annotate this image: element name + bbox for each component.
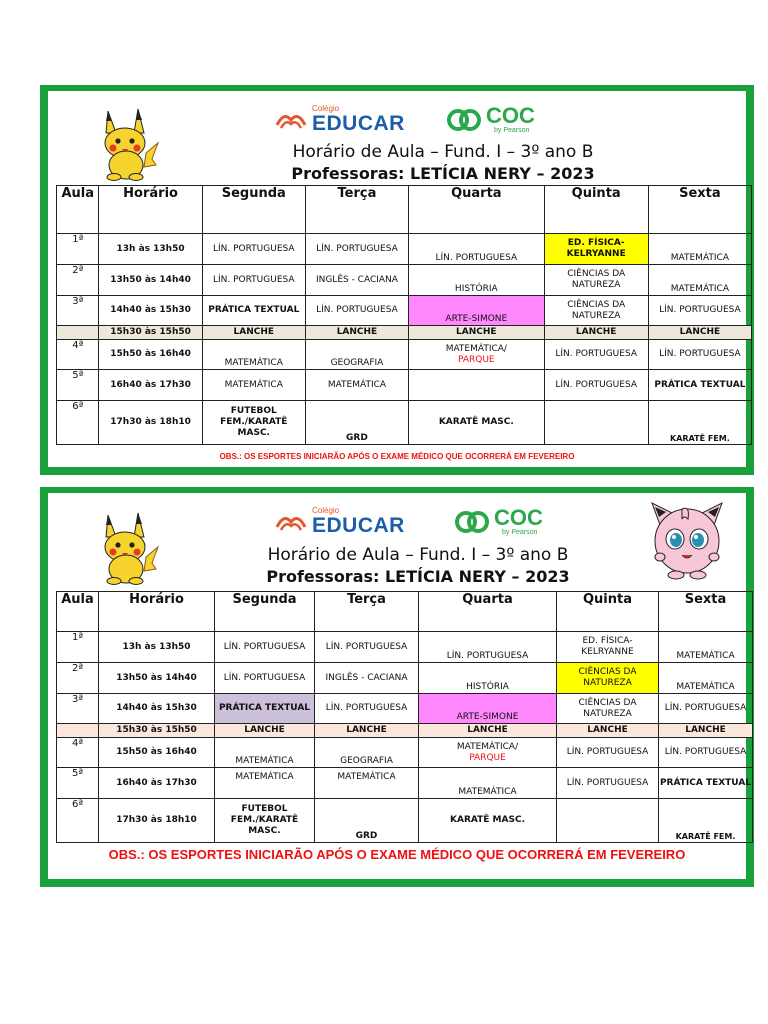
quarta-cell	[409, 340, 545, 370]
quarta-line-2: PARQUE	[458, 354, 495, 365]
quinta-cell: LÍN. PORTUGUESA	[557, 768, 659, 799]
table-row	[57, 694, 753, 724]
header-quarta: Quarta	[409, 186, 545, 234]
time-cell: 15h50 às 16h40	[99, 738, 215, 768]
lanche-cell: LANCHE	[648, 326, 751, 340]
lanche-cell: LANCHE	[202, 326, 305, 340]
terca-cell: GEOGRAFIA	[305, 340, 408, 370]
title-line: Horário de Aula – Fund. I – 3º ano B	[267, 545, 569, 565]
terca-cell: INGLÊS - CACIANA	[305, 265, 408, 296]
lanche-cell: LANCHE	[305, 326, 408, 340]
table-row	[57, 340, 752, 370]
segunda-cell: LÍN. PORTUGUESA	[215, 632, 315, 663]
terca-cell: LÍN. PORTUGUESA	[305, 296, 408, 326]
card-body	[48, 91, 746, 467]
educar-big-text: EDUCAR	[312, 112, 405, 135]
header-horario: Horário	[99, 592, 215, 632]
header-quinta: Quinta	[557, 592, 659, 632]
terca-cell: GRD	[305, 401, 408, 445]
header-segunda: Segunda	[202, 186, 305, 234]
quinta-cell: CIÊNCIAS DA NATUREZA	[544, 265, 648, 296]
sexta-cell: MATEMÁTICA	[659, 663, 753, 694]
aula-cell: 4ª	[57, 340, 99, 370]
quarta-cell: ARTE-SIMONE	[419, 694, 557, 724]
quarta-cell: KARATÊ MASC.	[409, 401, 545, 445]
table-row	[57, 401, 752, 445]
aula-cell: 6ª	[57, 799, 99, 843]
pikachu-image	[88, 103, 162, 183]
coc-logo	[454, 507, 543, 536]
terca-cell: MATEMÁTICA	[315, 768, 419, 799]
card-body	[48, 493, 752, 879]
header-quinta: Quinta	[544, 186, 648, 234]
terca-cell: MATEMÁTICA	[305, 370, 408, 401]
educar-small-text: Colégio	[312, 506, 340, 515]
sexta-cell: MATEMÁTICA	[648, 234, 751, 265]
table-row	[57, 738, 753, 768]
schedule-title	[218, 141, 668, 185]
quinta-cell	[557, 799, 659, 843]
quinta-cell: LÍN. PORTUGUESA	[544, 340, 648, 370]
sexta-cell: PRÁTICA TEXTUAL	[648, 370, 751, 401]
pikachu-image	[88, 507, 162, 587]
lanche-cell: LANCHE	[659, 724, 753, 738]
quarta-cell: HISTÓRIA	[419, 663, 557, 694]
teachers-line: Professoras: LETÍCIA NERY – 2023	[266, 567, 570, 586]
table-row	[57, 632, 753, 663]
coc-big-text: COC	[486, 103, 535, 128]
obs-note: OBS.: OS ESPORTES INICIARÃO APÓS O EXAME MÉDICO QUE OCORRERÁ EM FEVEREIRO	[219, 452, 575, 461]
quarta-cell	[409, 370, 545, 401]
segunda-cell: PRÁTICA TEXTUAL	[202, 296, 305, 326]
quarta-line-2: PARQUE	[469, 752, 506, 763]
header-terca: Terça	[315, 592, 419, 632]
time-cell: 15h50 às 16h40	[99, 340, 202, 370]
time-cell: 13h às 13h50	[99, 632, 215, 663]
terca-cell: GEOGRAFIA	[315, 738, 419, 768]
time-cell: 13h às 13h50	[99, 234, 202, 265]
time-cell: 16h40 às 17h30	[99, 768, 215, 799]
sexta-cell: KARATÊ FEM.	[648, 401, 751, 445]
sexta-cell: MATEMÁTICA	[648, 265, 751, 296]
title-line: Horário de Aula – Fund. I – 3º ano B	[292, 142, 594, 162]
quarta-cell: LÍN. PORTUGUESA	[419, 632, 557, 663]
header-sexta: Sexta	[659, 592, 753, 632]
coc-mark-icon	[446, 108, 482, 132]
educar-big-text: EDUCAR	[312, 514, 405, 537]
time-cell: 13h50 às 14h40	[99, 265, 202, 296]
schedule-table	[56, 591, 753, 843]
quinta-cell: CIÊNCIAS DA NATUREZA	[544, 296, 648, 326]
lanche-cell: LANCHE	[215, 724, 315, 738]
coc-big-text: COC	[494, 505, 543, 530]
terca-cell: LÍN. PORTUGUESA	[315, 632, 419, 663]
schedule-card-2	[40, 487, 754, 887]
terca-cell: LÍN. PORTUGUESA	[315, 694, 419, 724]
quinta-cell: ED. FÍSICA-KELRYANNE	[544, 234, 648, 265]
segunda-cell: MATEMÁTICA	[202, 340, 305, 370]
aula-cell: 4ª	[57, 738, 99, 768]
schedule-card-1	[40, 85, 754, 475]
table-row-lanche	[57, 724, 753, 738]
quinta-cell: CIÊNCIAS DA NATUREZA	[557, 694, 659, 724]
jigglypuff-image	[642, 495, 732, 585]
coc-logo	[446, 105, 535, 134]
segunda-cell: LÍN. PORTUGUESA	[202, 234, 305, 265]
educar-mark-icon	[274, 511, 308, 533]
segunda-cell: MATEMÁTICA	[215, 768, 315, 799]
lanche-cell: LANCHE	[544, 326, 648, 340]
quarta-cell: LÍN. PORTUGUESA	[409, 234, 545, 265]
header-aula: Aula	[57, 186, 99, 234]
segunda-cell: FUTEBOL FEM./KARATÊ MASC.	[215, 799, 315, 843]
schedule-table	[56, 185, 752, 445]
table-row	[57, 799, 753, 843]
sexta-cell: PRÁTICA TEXTUAL	[659, 768, 753, 799]
educar-mark-icon	[274, 109, 308, 131]
segunda-cell: LÍN. PORTUGUESA	[202, 265, 305, 296]
table-row	[57, 296, 752, 326]
quarta-line-1: MATEMÁTICA/	[456, 741, 519, 752]
table-row	[57, 768, 753, 799]
table-row	[57, 234, 752, 265]
teachers-line: Professoras: LETÍCIA NERY – 2023	[291, 164, 595, 183]
obs-note: OBS.: OS ESPORTES INICIARÃO APÓS O EXAME MÉDICO QUE OCORRERÁ EM FEVEREIRO	[108, 847, 686, 862]
sexta-cell: LÍN. PORTUGUESA	[648, 340, 751, 370]
time-cell: 16h40 às 17h30	[99, 370, 202, 401]
schedule-title	[218, 544, 618, 588]
quinta-cell: CIÊNCIAS DA NATUREZA	[557, 663, 659, 694]
time-cell: 15h30 às 15h50	[99, 724, 215, 738]
coc-mark-icon	[454, 510, 490, 534]
terca-cell: INGLÊS - CACIANA	[315, 663, 419, 694]
time-cell: 13h50 às 14h40	[99, 663, 215, 694]
table-row	[57, 265, 752, 296]
quarta-cell: HISTÓRIA	[409, 265, 545, 296]
quinta-cell: LÍN. PORTUGUESA	[544, 370, 648, 401]
segunda-cell: PRÁTICA TEXTUAL	[215, 694, 315, 724]
segunda-cell: FUTEBOL FEM./KARATÊ MASC.	[202, 401, 305, 445]
segunda-cell: MATEMÁTICA	[215, 738, 315, 768]
time-cell: 15h30 às 15h50	[99, 326, 202, 340]
aula-cell	[57, 326, 99, 340]
time-cell: 17h30 às 18h10	[99, 401, 202, 445]
header-sexta: Sexta	[648, 186, 751, 234]
header-terca: Terça	[305, 186, 408, 234]
lanche-cell: LANCHE	[419, 724, 557, 738]
aula-cell: 5ª	[57, 768, 99, 799]
educar-small-text: Colégio	[312, 104, 340, 113]
quarta-cell: KARATÊ MASC.	[419, 799, 557, 843]
time-cell: 17h30 às 18h10	[99, 799, 215, 843]
aula-cell	[57, 724, 99, 738]
quinta-cell	[544, 401, 648, 445]
time-cell: 14h40 às 15h30	[99, 296, 202, 326]
quinta-cell: LÍN. PORTUGUESA	[557, 738, 659, 768]
aula-cell: 3ª	[57, 296, 99, 326]
sexta-cell: LÍN. PORTUGUESA	[659, 738, 753, 768]
educar-logo	[274, 105, 405, 134]
table-row	[57, 370, 752, 401]
quarta-cell	[419, 738, 557, 768]
aula-cell: 3ª	[57, 694, 99, 724]
header-horario: Horário	[99, 186, 202, 234]
sexta-cell: KARATÊ FEM.	[659, 799, 753, 843]
table-row-lanche	[57, 326, 752, 340]
aula-cell: 6ª	[57, 401, 99, 445]
header-quarta: Quarta	[419, 592, 557, 632]
aula-cell: 2ª	[57, 663, 99, 694]
segunda-cell: LÍN. PORTUGUESA	[215, 663, 315, 694]
quinta-cell: ED. FÍSICA-KELRYANNE	[557, 632, 659, 663]
lanche-cell: LANCHE	[409, 326, 545, 340]
aula-cell: 1ª	[57, 234, 99, 265]
coc-small-text: by Pearson	[494, 127, 530, 134]
aula-cell: 1ª	[57, 632, 99, 663]
sexta-cell: MATEMÁTICA	[659, 632, 753, 663]
sexta-cell: LÍN. PORTUGUESA	[659, 694, 753, 724]
educar-logo	[274, 507, 405, 536]
coc-small-text: by Pearson	[502, 529, 538, 536]
header-segunda: Segunda	[215, 592, 315, 632]
lanche-cell: LANCHE	[557, 724, 659, 738]
table-row	[57, 663, 753, 694]
sexta-cell: LÍN. PORTUGUESA	[648, 296, 751, 326]
lanche-cell: LANCHE	[315, 724, 419, 738]
aula-cell: 2ª	[57, 265, 99, 296]
time-cell: 14h40 às 15h30	[99, 694, 215, 724]
terca-cell: GRD	[315, 799, 419, 843]
quarta-cell: MATEMÁTICA	[419, 768, 557, 799]
header-aula: Aula	[57, 592, 99, 632]
aula-cell: 5ª	[57, 370, 99, 401]
quarta-cell: ARTE-SIMONE	[409, 296, 545, 326]
terca-cell: LÍN. PORTUGUESA	[305, 234, 408, 265]
segunda-cell: MATEMÁTICA	[202, 370, 305, 401]
quarta-line-1: MATEMÁTICA/	[445, 343, 507, 354]
